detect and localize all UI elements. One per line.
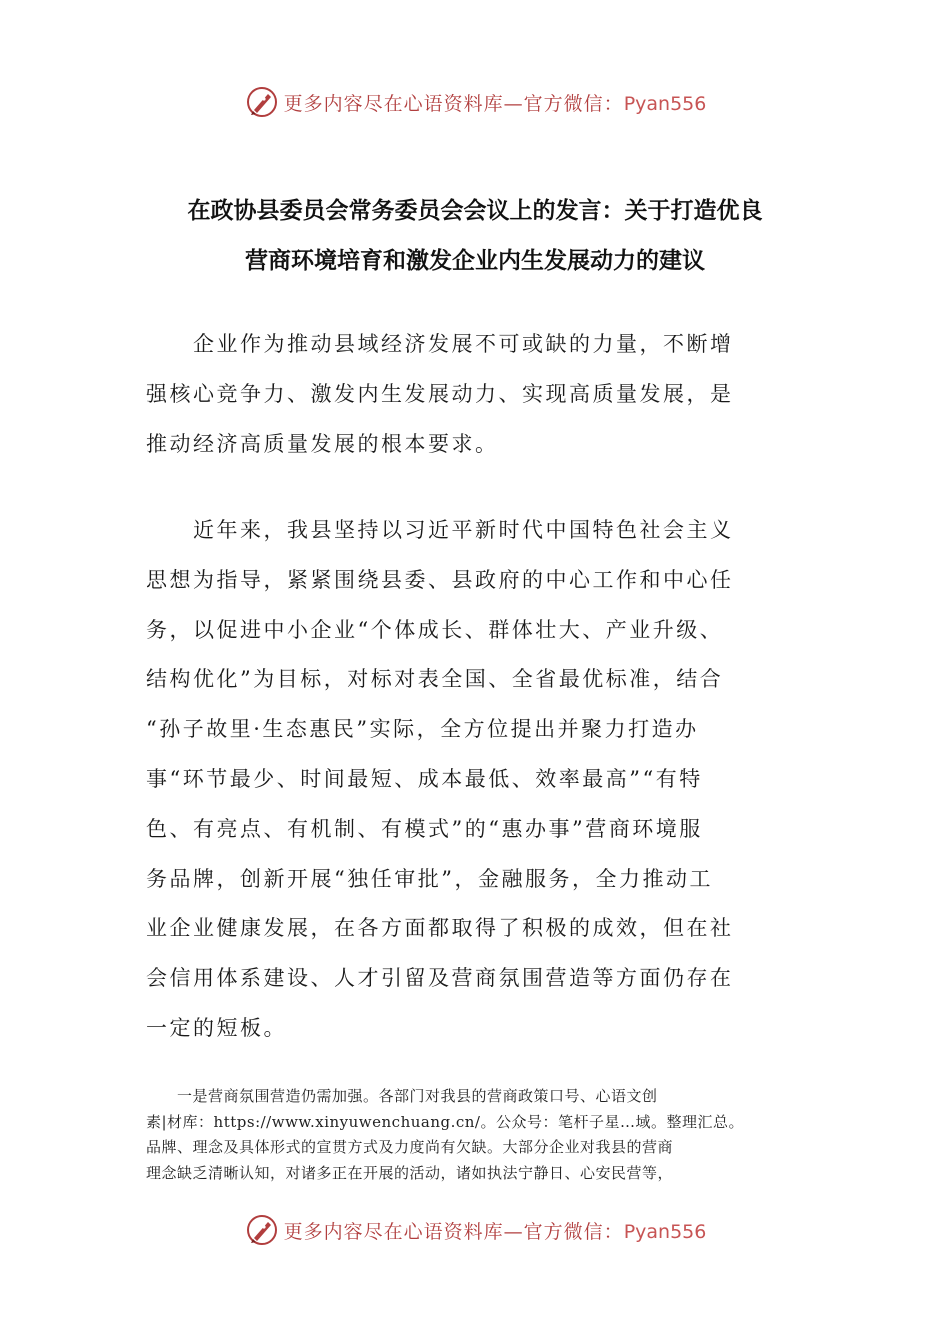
- header-banner: [0, 80, 950, 124]
- body-paragraph-1: [146, 320, 806, 469]
- paragraph-line: 近年来，我县坚持以习近平新时代中国特色社会主义: [146, 518, 734, 542]
- paragraph-line: 思想为指导，紧紧围绕县委、县政府的中心工作和中心任: [146, 567, 734, 592]
- paragraph-line: 结构优化”为目标，对标对表全国、全省最优标准，结合: [146, 667, 724, 692]
- document-title-line-1: 在政协县委员会常务委员会会议上的发言：关于打造优良: [187, 198, 763, 224]
- banner-wechat-label: 官方微信：: [523, 92, 624, 115]
- paragraph-line: “孙子故里·生态惠民”实际，全方位提出并聚力打造办: [146, 717, 699, 742]
- paragraph-line: 推动经济高质量发展的根本要求。: [146, 431, 499, 456]
- paragraph-line: 企业作为推动县域经济发展不可或缺的力量，不断增: [146, 332, 734, 356]
- small-text-line: 品牌、理念及具体形式的宣贯方式及力度尚有欠缺。大部分企业对我县的营商: [146, 1138, 674, 1156]
- footer-banner: [0, 1208, 950, 1252]
- banner-wechat-handle: Pyan556: [623, 1220, 707, 1243]
- paragraph-line: 务，以促进中小企业“个体成长、群体壮大、产业升级、: [146, 617, 724, 642]
- paragraph-line: 事“环节最少、时间最短、成本最低、效率最高”“有特: [146, 766, 703, 791]
- paragraph-line: 务品牌，创新开展“独任审批”，金融服务，全力推动工: [146, 866, 713, 891]
- banner-text: [284, 1217, 707, 1244]
- pen-nib-logo-icon: [244, 84, 280, 120]
- banner-wechat-handle: Pyan556: [623, 92, 707, 115]
- paragraph-line: 一定的短板。: [146, 1015, 287, 1040]
- paragraph-line: 会信用体系建设、人才引留及营商氛围营造等方面仍存在: [146, 966, 734, 991]
- banner-library-text: 更多内容尽在心语资料库—: [283, 1220, 524, 1243]
- small-text-line: 素|材库：https://www.xinyuwenchuang.cn/。公众号：笔杆子星…域。整理汇总。: [146, 1112, 744, 1131]
- small-text-line: 理念缺乏清晰认知，对诸多正在开展的活动，诸如执法宁静日、心安民营等，: [146, 1163, 674, 1182]
- paragraph-line: 业企业健康发展，在各方面都取得了积极的成效，但在社: [146, 916, 734, 941]
- banner-text: [284, 89, 707, 116]
- body-paragraph-2: [146, 506, 806, 1054]
- document-title-line-2: 营商环境培育和激发企业内生发展动力的建议: [245, 248, 705, 274]
- pen-nib-logo-icon: [244, 1212, 280, 1248]
- small-text-paragraph: [146, 1084, 806, 1186]
- paragraph-line: 强核心竞争力、激发内生发展动力、实现高质量发展，是: [146, 381, 734, 406]
- small-text-line: 一是营商氛围营造仍需加强。各部门对我县的营商政策口号、心语文创: [146, 1087, 658, 1105]
- banner-library-text: 更多内容尽在心语资料库—: [283, 92, 524, 115]
- paragraph-line: 色、有亮点、有机制、有模式”的“惠办事”营商环境服: [146, 816, 703, 841]
- banner-wechat-label: 官方微信：: [523, 1220, 624, 1243]
